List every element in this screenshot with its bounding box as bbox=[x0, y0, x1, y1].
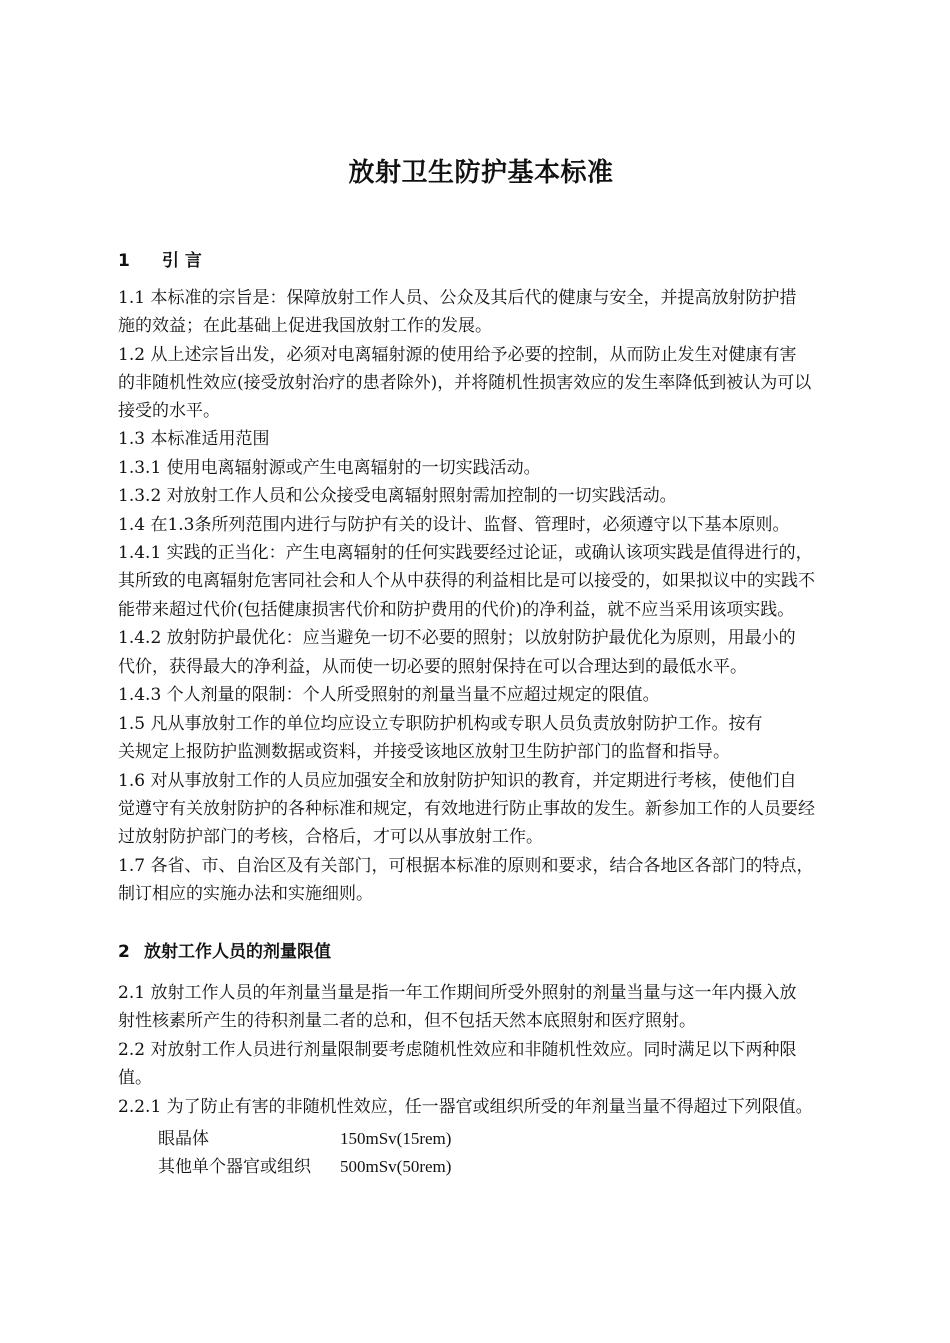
paragraph-line: 1.4 在1.3条所列范围内进行与防护有关的设计、监督、管理时，必须遵守以下基本原则。 bbox=[118, 515, 790, 535]
paragraph-line: 能带来超过代价(包括健康损害代价和防护费用的代价)的净利益，就不应当采用该项实践。 bbox=[118, 600, 795, 620]
paragraph-line: 觉遵守有关放射防护的各种标准和规定，有效地进行防止事故的发生。新参加工作的人员要经 bbox=[118, 799, 815, 819]
paragraph-line: 代价，获得最大的净利益，从而使一切必要的照射保持在可以合理达到的最低水平。 bbox=[118, 657, 747, 677]
limit-value: 500mSv(50rem) bbox=[340, 1157, 452, 1176]
document-title: 放射卫生防护基本标准 bbox=[348, 158, 614, 188]
paragraph-line: 接受的水平。 bbox=[118, 401, 220, 421]
limit-organ: 其他单个器官或组织 bbox=[158, 1157, 311, 1177]
limit-organ: 眼晶体 bbox=[158, 1129, 209, 1149]
paragraph-line: 1.2 从上述宗旨出发，必须对电离辐射源的使用给予必要的控制，从而防止发生对健康有害 bbox=[118, 345, 797, 365]
section-number: 2 bbox=[118, 942, 130, 962]
limit-row bbox=[158, 1152, 451, 1177]
paragraph-line: 2.2.1 为了防止有害的非随机性效应，任一器官或组织所受的年剂量当量不得超过下列限值。 bbox=[118, 1097, 813, 1117]
paragraph-line: 1.7 各省、市、自治区及有关部门，可根据本标准的原则和要求，结合各地区各部门的特点， bbox=[118, 856, 814, 876]
paragraph-line: 1.3 本标准适用范围 bbox=[118, 429, 270, 449]
paragraph-line: 1.4.1 实践的正当化：产生电离辐射的任何实践要经过论证，或确认该项实践是值得进行的， bbox=[118, 543, 813, 563]
paragraph-line: 2.1 放射工作人员的年剂量当量是指一年工作期间所受外照射的剂量当量与这一年内摄入放 bbox=[118, 983, 797, 1003]
paragraph-line: 施的效益；在此基础上促进我国放射工作的发展。 bbox=[118, 316, 492, 336]
paragraph-line: 1.5 凡从事放射工作的单位均应设立专职防护机构或专职人员负责放射防护工作。按有 bbox=[118, 714, 763, 734]
paragraph-line: 1.1 本标准的宗旨是：保障放射工作人员、公众及其后代的健康与安全，并提高放射防护措 bbox=[118, 288, 797, 308]
section-number: 1 bbox=[118, 251, 130, 271]
paragraph-line: 值。 bbox=[118, 1068, 152, 1088]
paragraph-line: 过放射防护部门的考核，合格后，才可以从事放射工作。 bbox=[118, 827, 543, 847]
paragraph-line: 射性核素所产生的待积剂量二者的总和，但不包括天然本底照射和医疗照射。 bbox=[118, 1011, 696, 1031]
paragraph-line: 制订相应的实施办法和实施细则。 bbox=[118, 884, 373, 904]
paragraph-line: 1.6 对从事放射工作的人员应加强安全和放射防护知识的教育，并定期进行考核，使他们自 bbox=[118, 771, 797, 791]
paragraph-line: 的非随机性效应(接受放射治疗的患者除外)，并将随机性损害效应的发生率降低到被认为可以 bbox=[118, 373, 812, 393]
limit-value: 150mSv(15rem) bbox=[340, 1129, 452, 1148]
paragraph-line: 1.4.3 个人剂量的限制：个人所受照射的剂量当量不应超过规定的限值。 bbox=[118, 685, 660, 705]
paragraph-line: 1.3.1 使用电离辐射源或产生电离辐射的一切实践活动。 bbox=[118, 458, 541, 478]
section-title: 放射工作人员的剂量限值 bbox=[144, 942, 331, 962]
limit-row bbox=[158, 1124, 451, 1149]
section-heading bbox=[118, 246, 202, 271]
paragraph-line: 其所致的电离辐射危害同社会和人个从中获得的利益相比是可以接受的，如果拟议中的实践不 bbox=[118, 571, 815, 591]
paragraph-line: 1.4.2 放射防护最优化：应当避免一切不必要的照射；以放射防护最优化为原则，用最小的 bbox=[118, 628, 796, 648]
paragraph-line: 1.3.2 对放射工作人员和公众接受电离辐射照射需加控制的一切实践活动。 bbox=[118, 486, 677, 506]
section-title: 引 言 bbox=[162, 251, 202, 271]
section-heading bbox=[118, 937, 331, 962]
paragraph-line: 关规定上报防护监测数据或资料，并接受该地区放射卫生防护部门的监督和指导。 bbox=[118, 742, 730, 762]
paragraph-line: 2.2 对放射工作人员进行剂量限制要考虑随机性效应和非随机性效应。同时满足以下两种限 bbox=[118, 1040, 797, 1060]
